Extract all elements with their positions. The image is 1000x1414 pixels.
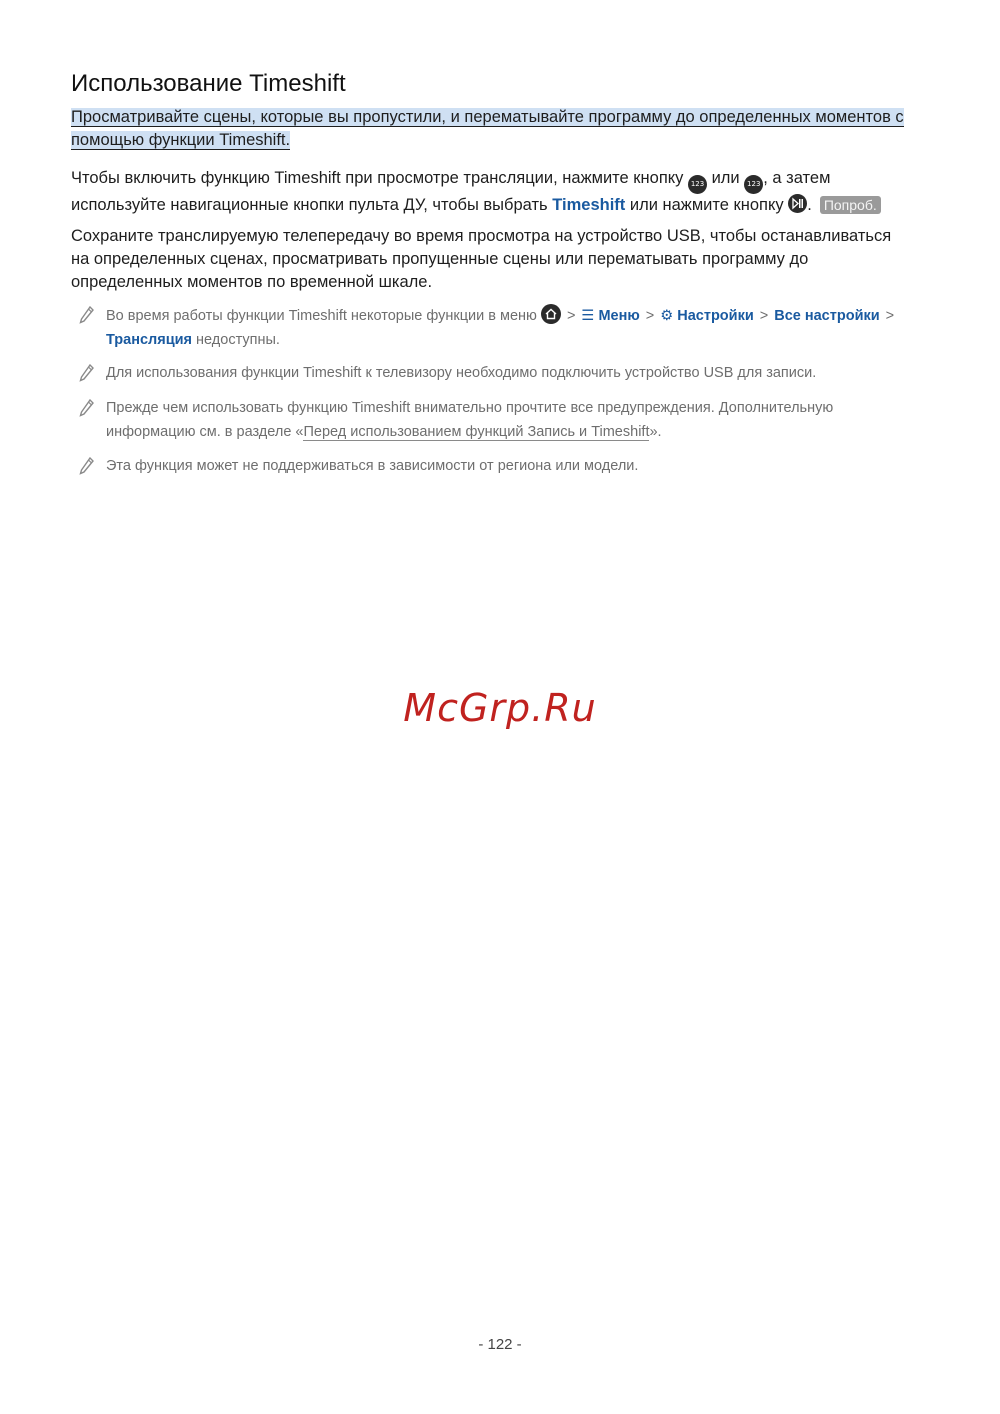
chevron-right-icon: > xyxy=(759,308,769,324)
note3-suffix: ». xyxy=(649,423,662,440)
note2-text: Для использования функции Timeshift к телевизору необходимо подключить устройство USB для записи. xyxy=(106,365,817,381)
recording-timeshift-link[interactable]: Перед использованием функций Запись и Timeshift xyxy=(303,423,650,440)
number-button-icon: 123 xyxy=(688,175,707,194)
menu-hamburger-icon: ☰ xyxy=(581,308,595,324)
instruction-text-3: или нажмите кнопку xyxy=(625,196,789,214)
try-now-button[interactable]: Попроб. xyxy=(820,196,881,214)
note3-prefix: Прежде чем использовать функцию Timeshift внимательно прочтите все предупреждения. Дополнительную информацию см. в разделе « xyxy=(106,400,834,440)
instruction-paragraph xyxy=(71,167,911,217)
chevron-right-icon: > xyxy=(566,308,576,324)
page-number: - 122 - xyxy=(478,1336,522,1353)
pencil-note-icon xyxy=(79,399,95,417)
pencil-note-icon xyxy=(79,364,95,382)
settings-link[interactable]: Настройки xyxy=(677,308,754,324)
instruction-or: или xyxy=(707,169,745,187)
home-icon xyxy=(541,304,561,324)
note1-suffix: недоступны. xyxy=(192,331,280,348)
chevron-right-icon: > xyxy=(645,308,655,324)
intro-paragraph xyxy=(71,106,911,152)
timeshift-link[interactable]: Timeshift xyxy=(552,196,626,214)
settings-gear-icon: ⚙ xyxy=(660,308,674,324)
pencil-note-icon xyxy=(79,306,95,324)
play-pause-button-icon xyxy=(788,194,807,213)
instruction-text-1: Чтобы включить функцию Timeshift при просмотре трансляции, нажмите кнопку xyxy=(71,169,688,187)
instruction-text-2: , а затем используйте навигационные кнопки пульта ДУ, чтобы выбрать xyxy=(71,169,831,214)
chevron-right-icon: > xyxy=(885,308,895,324)
page-title: Использование Timeshift xyxy=(71,70,346,97)
color-number-button-icon: 123 xyxy=(744,175,763,194)
usb-paragraph: Сохраните транслируемую телепередачу во время просмотра на устройство USB, чтобы останавливаться на определенных сценах, просматривать пропущенные сцены или перематывать программу до определенных моментов по временной шкале. xyxy=(71,227,892,291)
broadcast-link[interactable]: Трансляция xyxy=(106,331,193,348)
watermark: McGrp.Ru xyxy=(403,686,597,730)
note1-prefix: Во время работы функции Timeshift некоторые функции в меню xyxy=(106,308,541,324)
intro-highlighted-text: Просматривайте сцены, которые вы пропустили, и перематывайте программу до определенных моментов с помощью функции Timeshift. xyxy=(71,108,904,149)
pencil-note-icon xyxy=(79,457,95,475)
all-settings-link[interactable]: Все настройки xyxy=(774,308,880,324)
menu-link[interactable]: Меню xyxy=(598,308,640,324)
note4-text: Эта функция может не поддерживаться в зависимости от региона или модели. xyxy=(106,458,639,474)
instruction-text-4: . xyxy=(807,196,812,214)
